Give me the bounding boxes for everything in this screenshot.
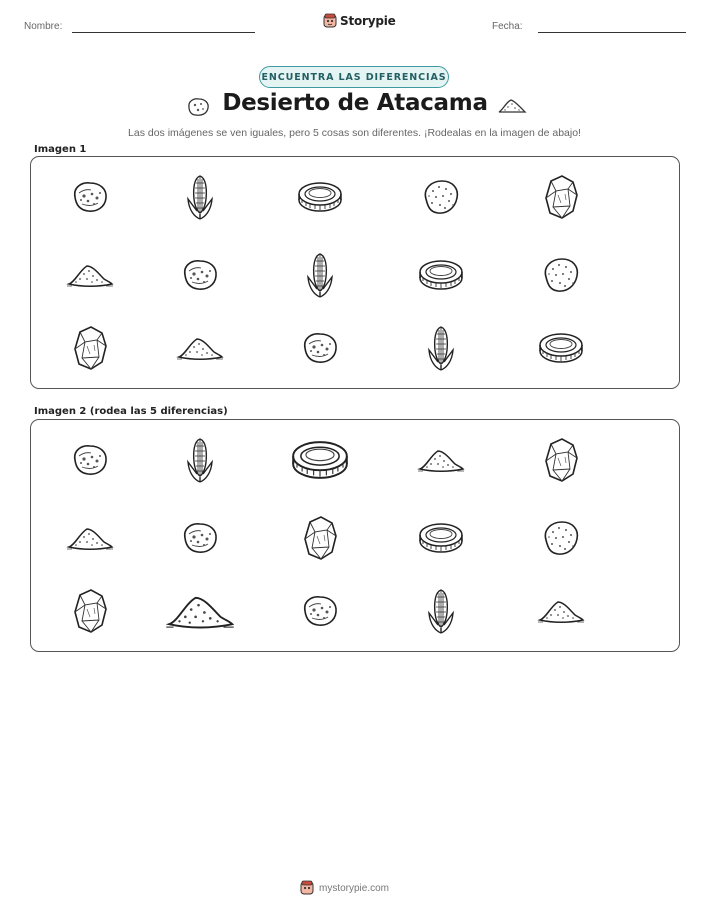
- image1-cell-r1-c4: [381, 167, 501, 227]
- image1-cell-r2-c2: [140, 245, 260, 305]
- coin-icon: [296, 179, 344, 215]
- corn-icon: [185, 173, 215, 221]
- brand-logo: [323, 13, 396, 29]
- image1-cell-r1-c1: [30, 167, 150, 227]
- crystal-icon: [71, 587, 109, 635]
- sand-pile-icon: [537, 596, 585, 626]
- image2-cell-r3-c4[interactable]: [381, 581, 501, 641]
- image2-cell-r1-c1[interactable]: [30, 430, 150, 490]
- rock-icon: [179, 256, 221, 294]
- image1-cell-r2-c3: [260, 245, 380, 305]
- storypie-mascot-icon: [323, 13, 337, 29]
- date-line[interactable]: [538, 32, 686, 33]
- image2-cell-r2-c2[interactable]: [140, 508, 260, 568]
- brand-name: Storypie: [340, 14, 396, 28]
- image1-cell-r3-c5: [501, 318, 621, 378]
- image1-cell-r3-c2: [140, 318, 260, 378]
- sand-pile-icon: [417, 445, 465, 475]
- image1-label: Imagen 1: [34, 144, 87, 155]
- sand-pile-large-icon: [164, 589, 236, 633]
- sand-pile-icon: [66, 260, 114, 290]
- image2-cell-r3-c2[interactable]: [140, 581, 260, 641]
- potato-icon: [539, 255, 583, 295]
- rock-icon: [179, 519, 221, 557]
- name-line[interactable]: [72, 32, 255, 33]
- corn-icon: [305, 251, 335, 299]
- corn-icon: [185, 436, 215, 484]
- crystal-icon: [542, 436, 580, 484]
- image2-cell-r3-c3[interactable]: [260, 581, 380, 641]
- coin-large-icon: [287, 437, 353, 483]
- instructions-text: Las dos imágenes se ven iguales, pero 5 cosas son diferentes. ¡Rodealas en la imagen de abajo!: [128, 127, 581, 139]
- page-title: Desierto de Atacama: [222, 90, 488, 116]
- date-label: Fecha:: [492, 21, 523, 32]
- crystal-icon: [301, 514, 339, 562]
- rock-icon: [299, 592, 341, 630]
- image2-cell-r3-c5[interactable]: [501, 581, 621, 641]
- image2-panel[interactable]: [30, 419, 680, 652]
- potato-icon: [419, 177, 463, 217]
- corn-icon: [426, 324, 456, 372]
- image2-cell-r2-c4[interactable]: [381, 508, 501, 568]
- image1-cell-r3-c4: [381, 318, 501, 378]
- image1-cell-r3-c3: [260, 318, 380, 378]
- image2-label: Imagen 2 (rodea las 5 diferencias): [34, 406, 228, 417]
- rock-icon: [185, 96, 211, 118]
- rock-icon: [69, 441, 111, 479]
- image2-cell-r2-c3[interactable]: [260, 508, 380, 568]
- image2-cell-r1-c3[interactable]: [260, 430, 380, 490]
- image2-cell-r1-c5[interactable]: [501, 430, 621, 490]
- storypie-mascot-icon: [300, 880, 314, 896]
- image1-cell-r3-c1: [30, 318, 150, 378]
- image1-cell-r2-c5: [501, 245, 621, 305]
- image2-cell-r1-c4[interactable]: [381, 430, 501, 490]
- rock-icon: [69, 178, 111, 216]
- image2-cell-r3-c1[interactable]: [30, 581, 150, 641]
- image2-cell-r2-c5[interactable]: [501, 508, 621, 568]
- image1-cell-r1-c2: [140, 167, 260, 227]
- image2-cell-r2-c1[interactable]: [30, 508, 150, 568]
- activity-badge: ENCUENTRA LAS DIFERENCIAS: [259, 66, 449, 88]
- image1-cell-r1-c5: [501, 167, 621, 227]
- corn-icon: [426, 587, 456, 635]
- image1-panel: [30, 156, 680, 389]
- coin-icon: [417, 520, 465, 556]
- footer-url: mystorypie.com: [319, 882, 390, 894]
- crystal-icon: [71, 324, 109, 372]
- coin-icon: [417, 257, 465, 293]
- rock-icon: [299, 329, 341, 367]
- coin-icon: [537, 330, 585, 366]
- image1-cell-r2-c4: [381, 245, 501, 305]
- sand-pile-icon: [497, 96, 527, 116]
- footer: [300, 878, 410, 898]
- crystal-icon: [542, 173, 580, 221]
- sand-pile-icon: [66, 523, 114, 553]
- sand-pile-icon: [176, 333, 224, 363]
- image1-cell-r2-c1: [30, 245, 150, 305]
- image1-cell-r1-c3: [260, 167, 380, 227]
- image2-cell-r1-c2[interactable]: [140, 430, 260, 490]
- potato-icon: [539, 518, 583, 558]
- name-label: Nombre:: [24, 21, 63, 32]
